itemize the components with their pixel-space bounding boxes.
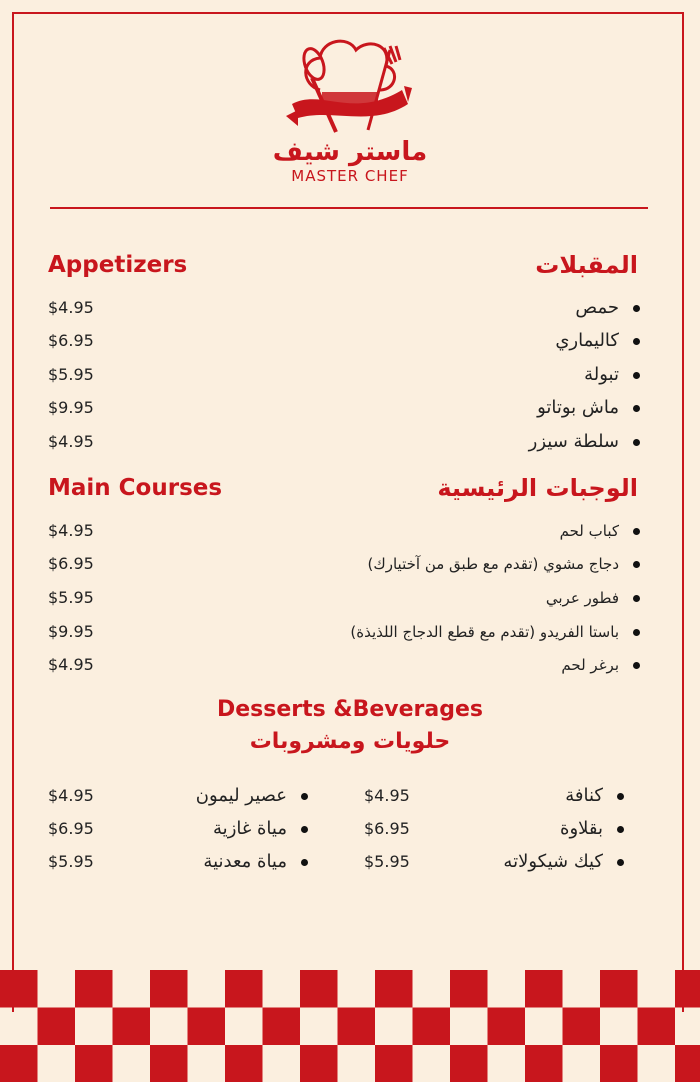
- menu-item: [48, 294, 640, 322]
- menu-item: [364, 815, 624, 843]
- main-courses-title-ar: الوجبات الرئيسية: [437, 474, 638, 502]
- item-name: كباب لحم: [560, 517, 640, 545]
- item-name: ماش بوتاتو: [537, 394, 640, 422]
- item-price: $5.95: [48, 852, 94, 871]
- item-name: فطور عربي: [546, 584, 640, 612]
- menu-item: [48, 327, 640, 355]
- item-name: مياة معدنية: [203, 848, 308, 876]
- menu-item: [48, 584, 640, 612]
- bullet-icon: [617, 826, 624, 833]
- menu-item: [48, 651, 640, 679]
- bullet-icon: [633, 305, 640, 312]
- item-price: $4.95: [48, 786, 94, 805]
- item-price: $4.95: [364, 786, 410, 805]
- bullet-icon: [633, 662, 640, 669]
- brand-name-english: MASTER CHEF: [291, 167, 409, 185]
- item-price: $5.95: [364, 852, 410, 871]
- bullet-icon: [633, 405, 640, 412]
- appetizers-title-en: Appetizers: [48, 252, 188, 278]
- bullet-icon: [617, 859, 624, 866]
- item-name: دجاج مشوي (تقدم مع طبق من آختيارك): [368, 550, 640, 578]
- item-price: $5.95: [48, 365, 94, 384]
- item-name: برغر لحم: [561, 651, 640, 679]
- item-name: تبولة: [584, 361, 640, 389]
- menu-item: [364, 848, 624, 876]
- appetizers-title-ar: المقبلات: [535, 251, 638, 279]
- menu-item: [48, 550, 640, 578]
- brand-name-arabic: ماستر شيف: [272, 137, 428, 167]
- menu-item: [48, 782, 308, 810]
- menu-item: [364, 782, 624, 810]
- item-name: بقلاوة: [560, 815, 624, 843]
- bullet-icon: [301, 859, 308, 866]
- item-price: $6.95: [364, 819, 410, 838]
- bullet-icon: [633, 338, 640, 345]
- bullet-icon: [633, 372, 640, 379]
- bullet-icon: [617, 793, 624, 800]
- item-name: باستا الفريدو (تقدم مع قطع الدجاج اللذيذة): [350, 618, 640, 646]
- bullet-icon: [301, 793, 308, 800]
- item-price: $9.95: [48, 398, 94, 417]
- header-divider: [50, 207, 648, 209]
- main-courses-title-en: Main Courses: [48, 475, 223, 501]
- item-name: كيك شيكولاته: [503, 848, 624, 876]
- desserts-title-ar: حلويات ومشروبات: [249, 729, 451, 754]
- item-name: كنافة: [565, 782, 624, 810]
- item-price: $4.95: [48, 298, 94, 317]
- menu-item: [48, 428, 640, 456]
- item-name: عصير ليمون: [196, 782, 308, 810]
- bullet-icon: [633, 595, 640, 602]
- item-price: $9.95: [48, 622, 94, 641]
- item-price: $4.95: [48, 655, 94, 674]
- desserts-title-en: Desserts &Beverages: [216, 697, 483, 722]
- item-price: $4.95: [48, 521, 94, 540]
- bullet-icon: [633, 439, 640, 446]
- bullet-icon: [301, 826, 308, 833]
- chef-hat-logo: [282, 30, 418, 140]
- menu-item: [48, 394, 640, 422]
- menu-item: [48, 517, 640, 545]
- item-name: مياة غازية: [213, 815, 308, 843]
- bullet-icon: [633, 528, 640, 535]
- item-price: $6.95: [48, 554, 94, 573]
- menu-item: [48, 848, 308, 876]
- bullet-icon: [633, 629, 640, 636]
- item-price: $4.95: [48, 432, 94, 451]
- menu-item: [48, 815, 308, 843]
- item-price: $6.95: [48, 819, 94, 838]
- item-price: $6.95: [48, 331, 94, 350]
- bullet-icon: [633, 561, 640, 568]
- menu-item: [48, 618, 640, 646]
- item-name: كاليماري: [555, 327, 640, 355]
- item-name: سلطة سيزر: [529, 428, 640, 456]
- checkered-border: [0, 970, 700, 1082]
- menu-item: [48, 361, 640, 389]
- item-price: $5.95: [48, 588, 94, 607]
- item-name: حمص: [575, 294, 640, 322]
